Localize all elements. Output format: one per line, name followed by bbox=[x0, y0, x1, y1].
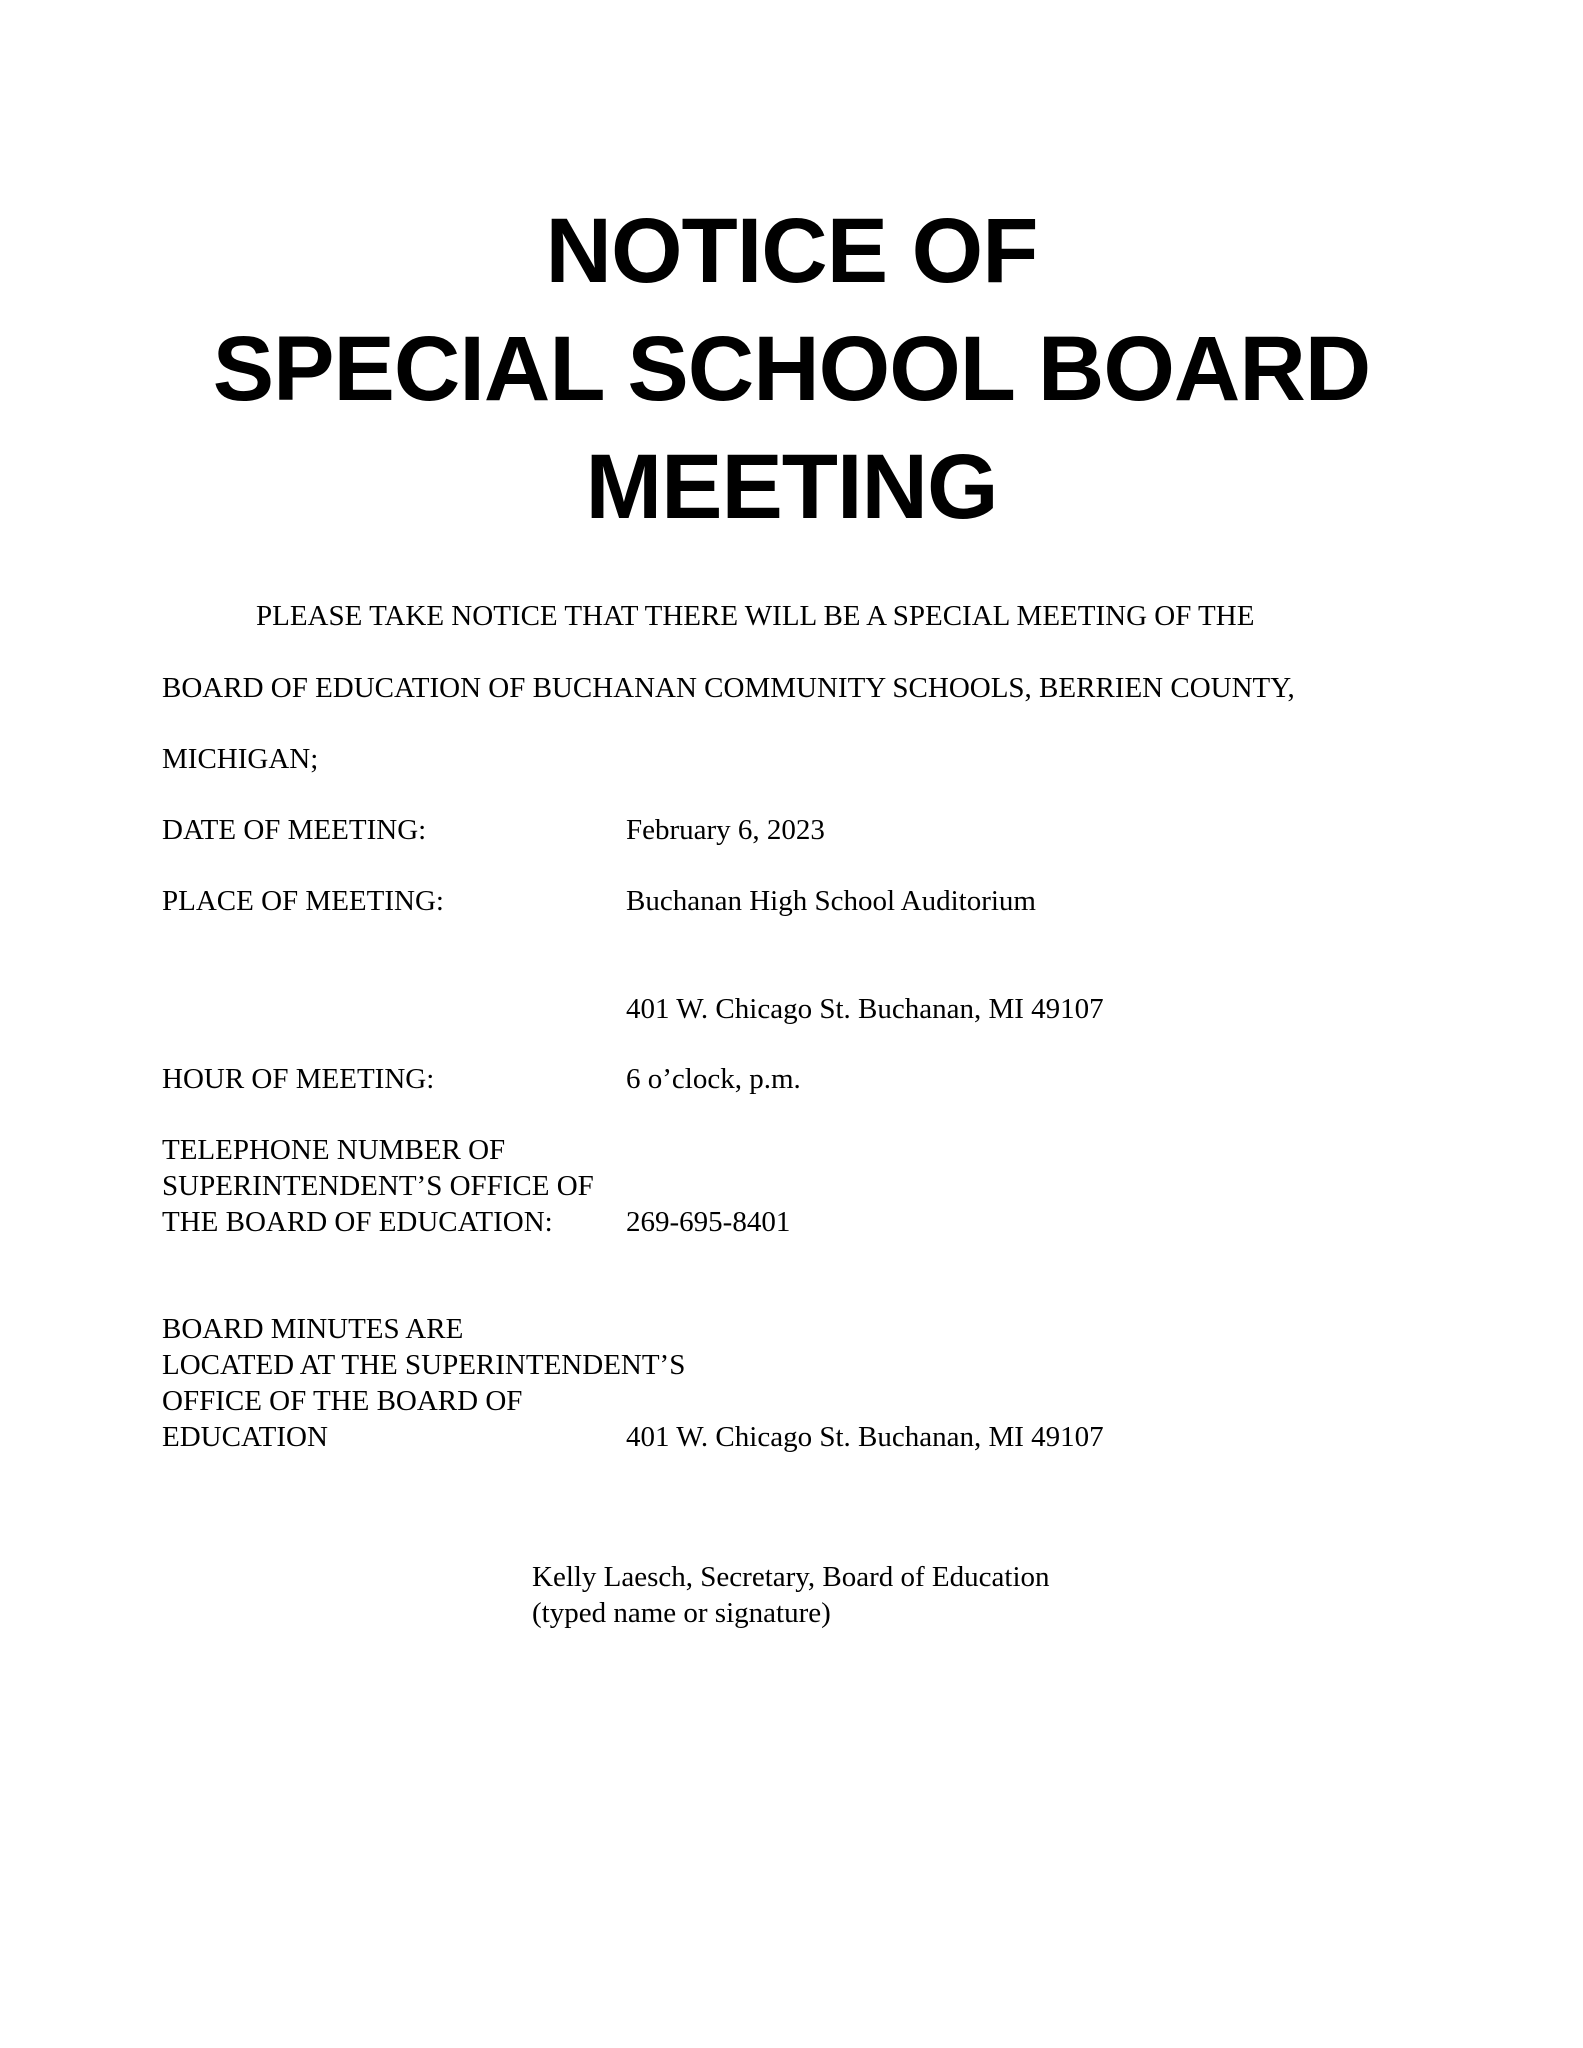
title-line-2: SPECIAL SCHOOL BOARD bbox=[212, 318, 1371, 420]
phone-label-line-2: SUPERINTENDENT’S OFFICE OF bbox=[162, 1170, 594, 1202]
minutes-label-line-1: BOARD MINUTES ARE bbox=[162, 1313, 464, 1345]
title-line-1: NOTICE OF bbox=[545, 200, 1038, 302]
intro-line-3: MICHIGAN; bbox=[162, 743, 319, 775]
phone-value: 269-695-8401 bbox=[626, 1206, 791, 1238]
signature-caption: (typed name or signature) bbox=[532, 1597, 831, 1629]
phone-label-line-3: THE BOARD OF EDUCATION: bbox=[162, 1206, 553, 1238]
place-value-address: 401 W. Chicago St. Buchanan, MI 49107 bbox=[626, 993, 1104, 1025]
minutes-label-line-2: LOCATED AT THE SUPERINTENDENT’S bbox=[162, 1349, 686, 1381]
place-label: PLACE OF MEETING: bbox=[162, 885, 444, 917]
signature-name: Kelly Laesch, Secretary, Board of Education bbox=[532, 1561, 1050, 1593]
notice-title bbox=[0, 192, 1583, 546]
intro-line-2: BOARD OF EDUCATION OF BUCHANAN COMMUNITY SCHOOLS, BERRIEN COUNTY, bbox=[162, 672, 1295, 704]
hour-label: HOUR OF MEETING: bbox=[162, 1063, 435, 1095]
minutes-value: 401 W. Chicago St. Buchanan, MI 49107 bbox=[626, 1421, 1104, 1453]
hour-value: 6 o’clock, p.m. bbox=[626, 1063, 801, 1095]
date-value: February 6, 2023 bbox=[626, 814, 825, 846]
place-value-name: Buchanan High School Auditorium bbox=[626, 885, 1036, 917]
date-label: DATE OF MEETING: bbox=[162, 814, 427, 846]
title-line-3: MEETING bbox=[585, 436, 998, 538]
intro-line-1: PLEASE TAKE NOTICE THAT THERE WILL BE A SPECIAL MEETING OF THE bbox=[256, 600, 1255, 632]
phone-label-line-1: TELEPHONE NUMBER OF bbox=[162, 1134, 506, 1166]
minutes-label-line-3: OFFICE OF THE BOARD OF bbox=[162, 1385, 523, 1417]
minutes-label-line-4: EDUCATION bbox=[162, 1421, 328, 1453]
